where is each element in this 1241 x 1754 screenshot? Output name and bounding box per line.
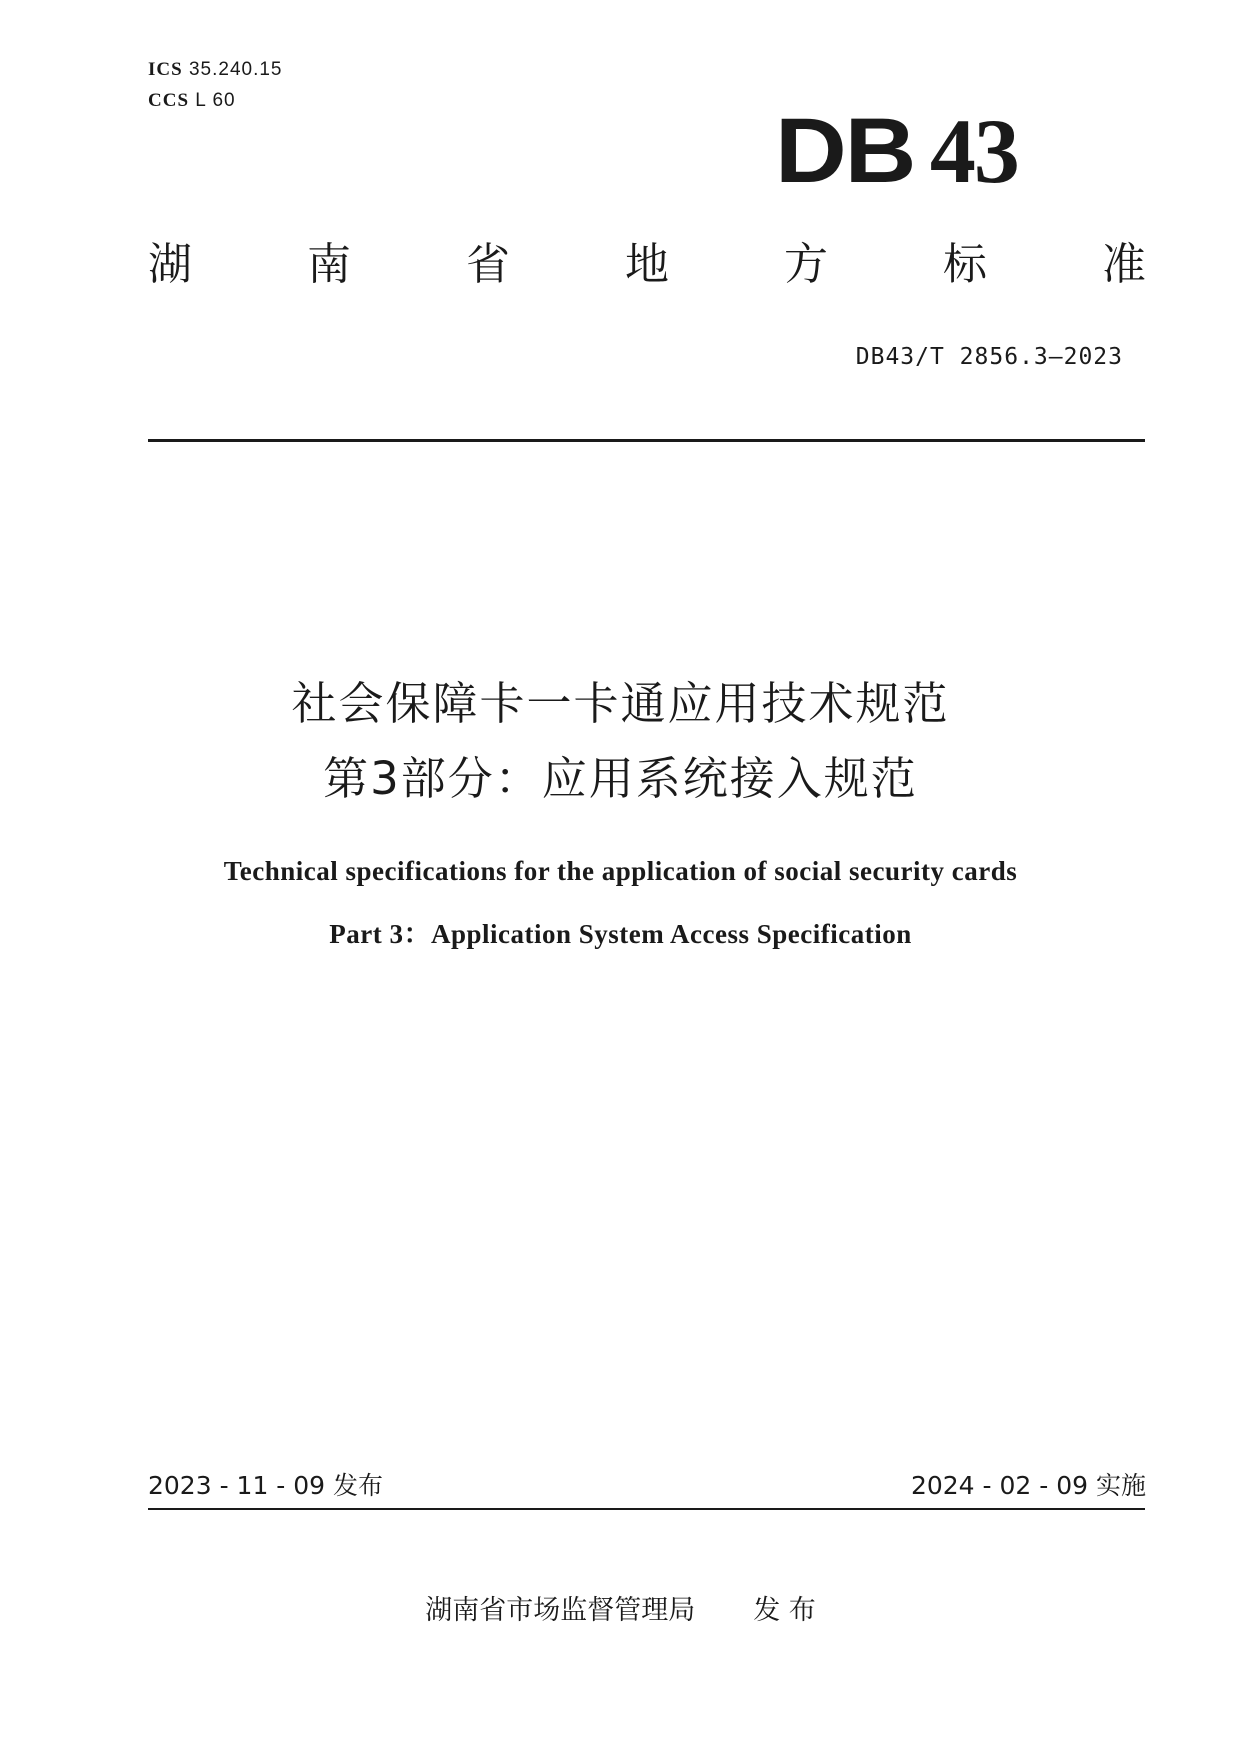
db43-logo xyxy=(775,100,1018,202)
standard-type-char: 标 xyxy=(943,239,987,290)
release-date: 2023 - 11 - 09 发布 xyxy=(148,1471,384,1500)
ccs-code xyxy=(148,90,236,112)
ics-code xyxy=(148,59,283,81)
standard-type-title xyxy=(148,240,1146,290)
english-title-line2: Part 3：Application System Access Specification xyxy=(329,919,912,949)
implement-date: 2024 - 02 - 09 实施 xyxy=(910,1471,1146,1500)
standard-type-char: 省 xyxy=(466,239,510,290)
bottom-divider xyxy=(148,1508,1145,1510)
standard-type-char: 南 xyxy=(307,239,351,290)
issuer xyxy=(0,1594,1241,1628)
standard-code: DB43/T 2856.3—2023 xyxy=(855,344,1123,370)
standard-type-char: 地 xyxy=(625,239,669,290)
english-title-line1: Technical specifications for the application of social security cards xyxy=(223,856,1018,886)
issuer-action: 发 布 xyxy=(753,1595,816,1626)
ics-value: 35.240.15 xyxy=(188,59,283,80)
ics-label: ICS xyxy=(148,59,183,80)
standard-type-char: 准 xyxy=(1102,239,1146,290)
standard-type-char: 方 xyxy=(784,239,828,290)
standard-type-char: 湖 xyxy=(148,239,192,290)
issuer-name: 湖南省市场监督管理局 xyxy=(425,1595,696,1626)
ccs-value: L 60 xyxy=(195,90,236,111)
chinese-title-line1: 社会保障卡一卡通应用技术规范 xyxy=(291,677,950,730)
logo-db: DB xyxy=(775,100,915,202)
logo-number: 43 xyxy=(929,100,1018,202)
ccs-label: CCS xyxy=(148,90,190,111)
chinese-title-line2: 第3部分：应用系统接入规范 xyxy=(323,752,918,805)
top-divider xyxy=(148,439,1145,442)
